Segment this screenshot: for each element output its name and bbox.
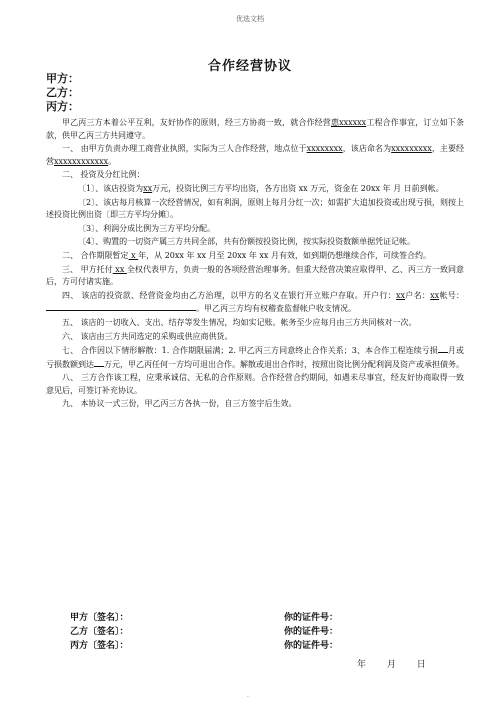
date-month: 月 xyxy=(386,660,396,670)
clause-text: 〔3〕、利润分成比例为三方平均分配。 xyxy=(78,223,216,233)
underlined-placeholder: xxxxxxxx xyxy=(306,144,343,154)
clause-text: 〔1〕、该店投资为 xyxy=(78,183,144,193)
clause-text: 九、 本协议一式三份，甲乙丙三方各执一份，自三方签字后生效。 xyxy=(62,399,297,409)
underlined-placeholder: xx xyxy=(112,264,127,274)
clause-text: 〔4〕、购置的一切资产属三方共同全部，共有份额按投资比例，按实际投资数额单据凭证记帐。 xyxy=(78,237,416,247)
clause-paragraph xyxy=(46,331,464,344)
clause-text: 甲乙丙三方本着公平互利，友好协作的原则，经三方协商一致，就合作经营 xyxy=(62,118,331,127)
clause-text: 〔2〕、该店每月核算一次经营情况，如有利润，原则上每月分红一次；如需扩大追加投资或出现亏损，则按上述投资比例出资〔即三方平均分摊〕。 xyxy=(46,197,464,220)
id-number-label: 你的证件号： xyxy=(284,627,339,637)
date-line xyxy=(357,657,444,670)
clause-text: 帐号： xyxy=(439,290,465,300)
clause-text: 二、 投资及分红比例： xyxy=(62,170,145,180)
underlined-placeholder: xxxxxxxxxxxx xyxy=(54,156,109,166)
clause-text: 二、 合作期限暂定 xyxy=(62,250,129,260)
clause-text: 工程合作事宜，订立如下条款，供甲乙丙三方共同遵守。 xyxy=(46,118,465,140)
clause-text: 。 xyxy=(108,156,117,166)
clause-paragraph xyxy=(46,183,464,196)
clause-text: ，该店命名为 xyxy=(342,144,392,154)
signature-row xyxy=(70,611,470,625)
clause-text: 户名： xyxy=(405,290,431,300)
signature-label: 乙方〔签名〕： xyxy=(70,627,129,637)
clause-text: 全权代表甲方，负责一般的各项经营治理事务。但重大经营决策应取得甲、乙、丙三方一致同意后，方可付诸实施。 xyxy=(46,264,465,287)
clause-paragraph xyxy=(46,344,464,371)
clause-text: 四、 该店的投资款、经营资金均由乙方治理，以甲方的名义在银行开立账户存取。开户行： xyxy=(62,290,396,300)
clause-paragraph xyxy=(46,250,464,263)
clause-paragraph xyxy=(46,236,464,249)
clause-paragraph xyxy=(46,290,464,316)
clause-text: 三、 甲方托付 xyxy=(62,264,113,274)
id-number-label: 你的证件号： xyxy=(284,613,339,623)
signature-row xyxy=(70,639,470,653)
id-number-label: 你的证件号： xyxy=(284,641,339,651)
fill-in-blank xyxy=(438,344,448,353)
underlined-placeholder: xx xyxy=(143,183,153,193)
underlined-placeholder: xx xyxy=(395,290,406,300)
header-note: 优选文档 xyxy=(236,15,264,23)
date-year: 年 xyxy=(357,660,367,670)
clause-text: 年，从 20xx 年 xx 月至 20xx 年 xx 月有效，如到期仍想继续合作，可续签合约。 xyxy=(138,250,431,260)
date-day: 日 xyxy=(416,660,426,670)
clause-paragraph xyxy=(46,223,464,236)
clause-text: ，主要经营 xyxy=(46,144,465,166)
underlined-placeholder: x xyxy=(128,250,139,260)
party-b-label: 乙方： xyxy=(46,86,79,99)
clause-text: 万元，投资比例三方平均出资，各方出资 xx 万元，资金在 20xx 年 月 日前到帐。 xyxy=(152,183,444,193)
party-c-label: 丙方： xyxy=(46,100,79,113)
clause-text: 七、 合作因以下情形解散：1. 合作期限届满；2. 甲乙丙三方同意终止合作关系；3、本合作工程连续亏损 xyxy=(62,346,438,356)
clause-paragraph xyxy=(46,169,464,182)
underlined-placeholder: xx xyxy=(430,290,440,300)
signature-row xyxy=(70,625,470,639)
clause-paragraph xyxy=(46,143,464,168)
clause-paragraph xyxy=(46,398,464,411)
clause-text: 八、 三方合作该工程，应秉承诚信、无私的合作原则。合作经营合约期间，如遇未尽事宜，经友好协商取得一致意见后，可签订补充协议。 xyxy=(46,373,464,395)
parties-block xyxy=(46,72,79,114)
clause-text: 月或亏损数额到达 xyxy=(46,346,464,369)
clause-text: 一、 由甲方负责办理工商营业执照，实际为三人合作经营，地点位于 xyxy=(62,144,307,154)
signature-label: 甲方〔签名〕： xyxy=(70,613,129,623)
underlined-placeholder: xxxxxxxxx xyxy=(391,144,432,154)
footer-mark: . xyxy=(247,692,249,699)
fill-in-blank xyxy=(46,302,196,311)
clause-paragraph xyxy=(46,117,464,142)
fill-in-blank xyxy=(94,358,104,367)
agreement-body xyxy=(46,117,464,412)
clause-paragraph xyxy=(46,317,464,330)
clause-paragraph xyxy=(46,264,464,289)
underlined-placeholder: 惠xxxxxx xyxy=(330,118,367,127)
clause-text: 。甲乙丙三方均有权稽查监督帐户收支情况。 xyxy=(196,304,356,314)
clause-text: 六、 该店由三方共同选定的采购或供应商供货。 xyxy=(62,331,233,341)
clause-paragraph xyxy=(46,197,464,222)
signature-block xyxy=(70,611,470,653)
signature-label: 丙方〔签名〕： xyxy=(70,641,129,651)
clause-text: 五、 该店的一切收入、支出、结存等发生情况，均如实记账。帐务至少应每月由三方共同核对一次。 xyxy=(62,317,417,327)
document-title: 合作经营协议 xyxy=(207,59,292,74)
clause-text: 万元，甲乙丙任何一方均可退出合作。解散或退出合作时，按照出资比例分配利润及资产或承担债务。 xyxy=(104,359,464,369)
clause-paragraph xyxy=(46,372,464,397)
party-a-label: 甲方： xyxy=(46,72,79,85)
